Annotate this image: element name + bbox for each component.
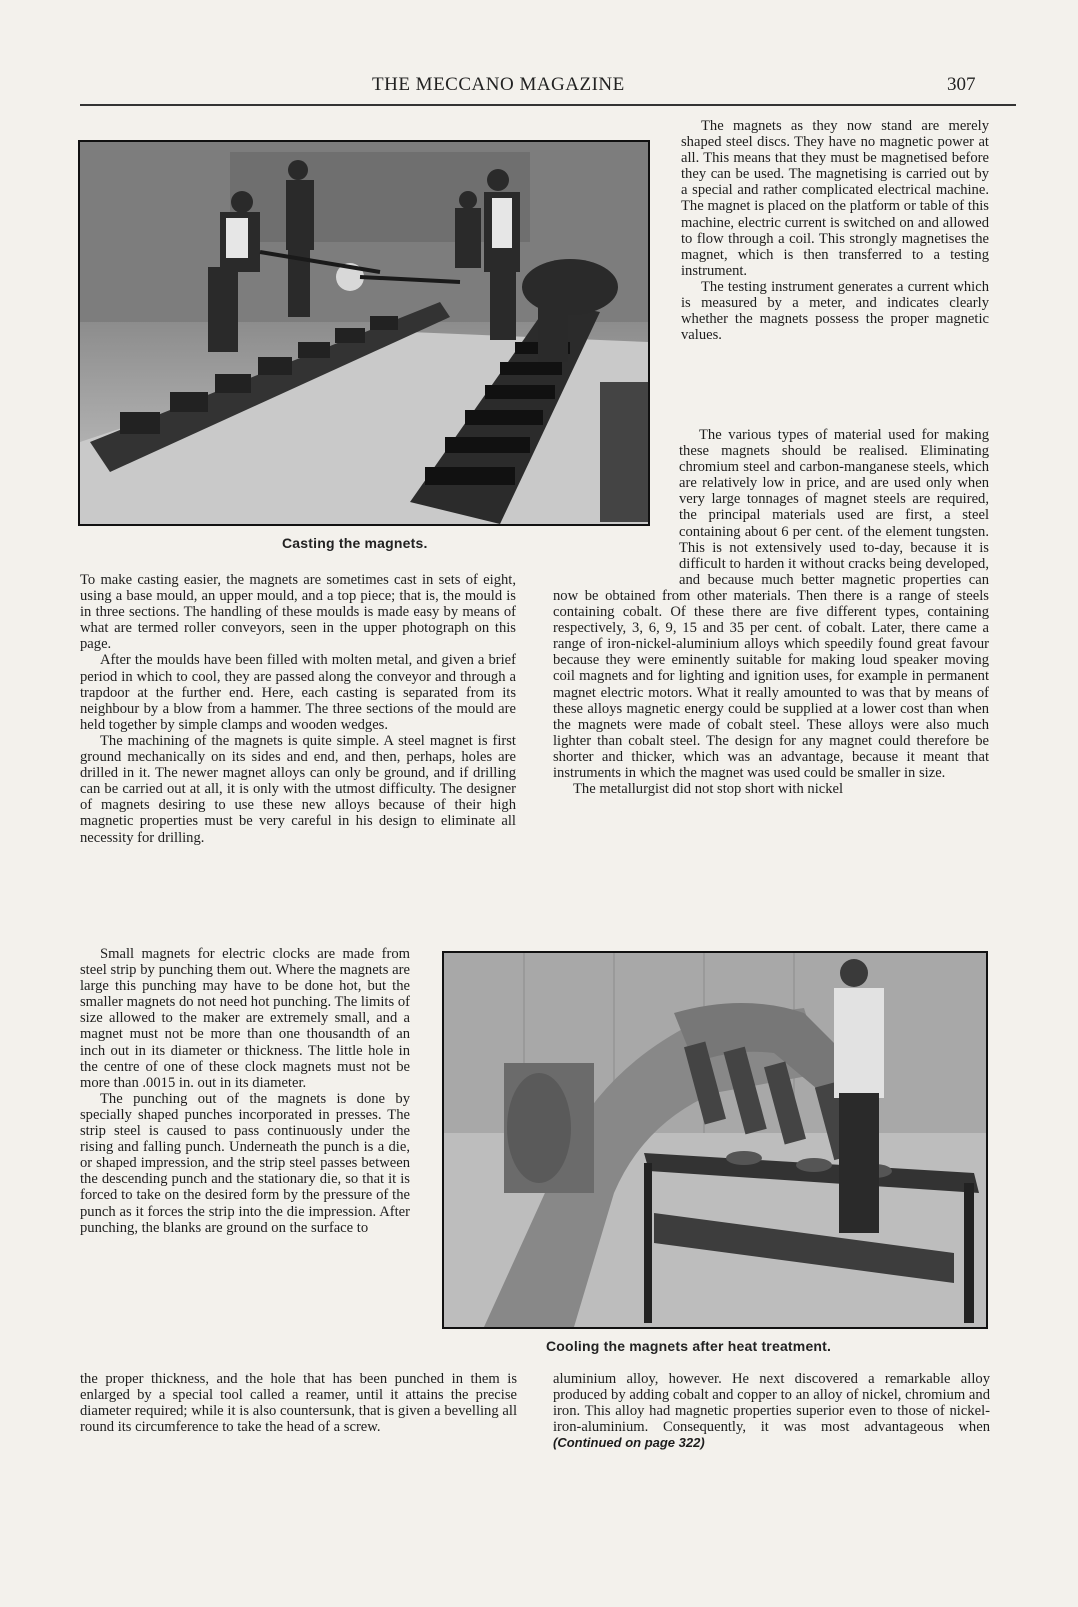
paragraph-magnetising: The magnets as they now stand are merely shaped steel discs. They have no magnetic power at all. This means that they must be magnetised before they can be used. The magnetising is carried out by a special and rather complicated electrical machine. The magnet is placed on the platform or table of this machine, electric current is switched on and allowed to flow through a coil. This strongly magnetises the magnet, which is then transferred to a testing instrument. bbox=[681, 118, 989, 279]
left-column-bottom bbox=[80, 946, 410, 1236]
paragraph-casting: To make casting easier, the magnets are sometimes cast in sets of eight, using a base mould, an upper mould, and a top piece; that is, the mould is in three sections. The handling of these moulds is made easy by means of what are termed roller conveyors, seen in the upper photograph on this page. bbox=[80, 572, 516, 653]
photo-cooling-magnets bbox=[442, 951, 988, 1329]
paragraph-testing-instrument: The testing instrument generates a current which is measured by a meter, and indicates clearly whether the magnets possess the proper magnetic values. bbox=[681, 278, 989, 344]
cooling-photo-illustration bbox=[444, 953, 986, 1327]
paragraph-metallurgist: The metallurgist did not stop short with nickel bbox=[573, 781, 844, 798]
right-column-end bbox=[553, 1371, 990, 1451]
paragraph-machining: The machining of the magnets is quite simple. A steel magnet is first ground mechanically on its sides and end, and then, perhaps, holes are drilled in it. The newer magnet alloys can only be ground, and if drilling can be carried out at all, it is only with the utmost difficulty. The designer of magnets desiring to use these new alloys because of their high magnetic properties must be very careful in his design to eliminate all necessity for drilling. bbox=[80, 732, 516, 846]
header-rule bbox=[80, 104, 1016, 106]
right-column-top bbox=[681, 118, 989, 343]
paragraph-materials: The various types of material used for making these magnets should be realised. Eliminating chromium steel and carbon-manganese steels, which are relatively low in price, and are used only when very large tonnages of magnet steels are required, the principal materials used are first, a steel containing about 6 per cent. of the element tungsten. This is not extensively used to-day, because it is difficult to harden it without cracks being developed, and because much better magnetic properties can now be obtained from other materials. Then there is a range of steels containing cobalt. Of these there are five different types, containing respectively, 3, 6, 9, 15 and 35 per cent. of cobalt. Later, there came a range of iron-nickel-aluminium alloys which speedily found great favour because they were eminently suitable for making loud speaker moving coil magnets and for lighting and ignition uses, for example in permanent magnet electric motors. What it really amounted to was that by means of these alloys magnetic energy could be supplied at a lower cost than when the magnets were made of cobalt steel. These alloys were also much lighter than cobalt steel. The design for any magnet could therefore be shorter and thicker, which was an advantage, because it meant that instruments in which the magnet was used could be smaller in size. bbox=[553, 427, 989, 781]
continued-note[interactable]: (Continued on page 322) bbox=[553, 1435, 705, 1451]
magazine-title: THE MECCANO MAGAZINE bbox=[372, 74, 625, 95]
paragraph-moulds: After the moulds have been filled with molten metal, and given a brief period in which to cool, they are passed along the conveyor and through a trapdoor at the further end. Here, each casting is separated from its neighbour by a blow from a hammer. The three sections of the mould are held together by simple clamps and wooden wedges. bbox=[80, 652, 516, 733]
paragraph-clock-magnets: Small magnets for electric clocks are made from steel strip by punching them out. Where the magnets are large this punching may have to be done hot, but the smaller magnets do not need hot punching. The limits of size allowed to the maker are extremely small, and a magnet must not be more than one thousandth of an inch out in its diameter or thickness. The little hole in the centre of one of these clock magnets must not be more than .0015 in. out in its diameter. bbox=[80, 946, 410, 1091]
left-column-end bbox=[80, 1371, 517, 1435]
caption-cooling-magnets: Cooling the magnets after heat treatment. bbox=[546, 1338, 832, 1354]
text-wrap-spacer bbox=[553, 427, 679, 579]
caption-casting-magnets: Casting the magnets. bbox=[282, 535, 428, 551]
paragraph-reamer: the proper thickness, and the hole that has been punched in them is enlarged by a special tool called a reamer, until it attains the precise diameter required; while it is also countersunk, that is given a bevelling all round its circumference to take the head of a screw. bbox=[80, 1371, 517, 1436]
left-column-middle bbox=[80, 572, 516, 846]
page-number: 307 bbox=[947, 74, 976, 95]
materials-section bbox=[553, 427, 989, 797]
paragraph-alloy: aluminium alloy, however. He next discovered a remarkable alloy produced by adding cobalt and copper to an alloy of nickel, chromium and iron. This alloy had magnetic properties superior even to those of nickel-iron-aluminium. Consequently, it was most advantageous when bbox=[553, 1371, 990, 1436]
paragraph-punching: The punching out of the magnets is done by specially shaped punches incorporated in presses. The strip steel is caused to pass continuously under the rising and falling punch. Underneath the punch is a die, or shaped impression, and the strip steel passes between the descending punch and the stationary die, so that it is forced to take on the desired form by the pressure of the punch as it forces the strip into the die impression. After punching, the blanks are ground on the surface to bbox=[80, 1090, 410, 1236]
